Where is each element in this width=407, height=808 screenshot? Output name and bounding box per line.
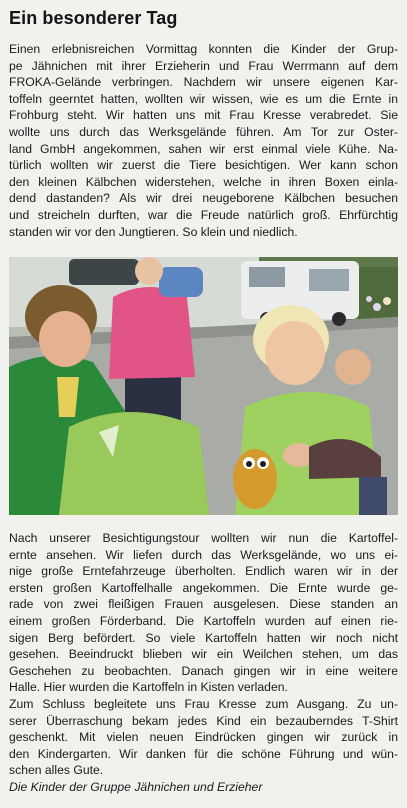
- article-title: Ein besonderer Tag: [9, 8, 178, 28]
- text-line: wollte uns durch das Werksgelände führen. Am Tor zur Oster-: [9, 124, 398, 139]
- text-line: einem großen Förderband. Die Kartoffeln wurden auf einen rie-: [9, 613, 398, 628]
- text-line: sigen Berg befördert. So viele Kartoffeln hatten wir noch nicht: [9, 630, 398, 645]
- text-line: türlich wollten wir zuerst die Tiere besichtigen. Wer kann schon: [9, 158, 398, 173]
- article-paragraph-intro: [9, 41, 398, 240]
- text-line: und streicheln durften, war die Freude natürlich groß. Ehrfürchtig: [9, 207, 398, 222]
- text-line: FROKA-Gelände verbringen. Nachdem wir unsere eigenen Kar-: [9, 75, 398, 90]
- text-line: Geschehen zu beobachten. Danach gingen wir in eine weitere: [9, 663, 398, 678]
- text-line: ersten großen Kartoffelhalle angekommen. Die Ernte wurde ge-: [9, 580, 398, 595]
- text-line: pe Jähnichen mit ihrer Erzieherin und Frau Werrmann auf dem: [9, 58, 398, 73]
- article-signature: Die Kinder der Gruppe Jähnichen und Erzieher: [9, 780, 263, 794]
- text-line: Halle. Hier wurden die Kartoffeln in Kisten verladen.: [9, 680, 288, 695]
- photo-children-with-tshirts-icon: [9, 257, 398, 515]
- text-line: Frohburg steht. Wir hatten uns mit Frau Kresse verabredet. Sie: [9, 108, 398, 123]
- text-line: toffeln geerntet hatten, wollten wir wissen, wie es um die Ernte in: [9, 91, 398, 106]
- text-line: geschenkt. Mit vielen neuen Eindrücken gingen wir zurück in: [9, 730, 398, 745]
- text-line: Einen erlebnisreichen Vormittag konnten die Kinder der Grup-: [9, 42, 398, 56]
- article-photo: [9, 257, 398, 515]
- text-line: dend dastanden? Als wir drei neugeborene Kälbchen besuchen: [9, 191, 398, 206]
- text-line: Nach unserer Besichtigungstour wollten wir nun die Kartoffel-: [9, 531, 398, 545]
- text-line: ernte ansehen. Wir liefen durch das Werksgelände, wo uns ei-: [9, 547, 398, 562]
- text-line: schen alles Gute.: [9, 763, 104, 778]
- text-line: Zum Schluss begleitete uns Frau Kresse zum Ausgang. Zu un-: [9, 696, 398, 711]
- text-line: rade von zwei fleißigen Frauen ausgelesen. Diese standen an: [9, 597, 398, 612]
- text-line: den kleinen Kälbchen widerstehen, welche in ihren Boxen einla-: [9, 174, 398, 189]
- text-line: standen wir vor den Jungtieren. So klein und niedlich.: [9, 224, 298, 239]
- text-line: nige große Erntefahrzeuge überholten. Endlich waren wir in der: [9, 564, 398, 579]
- text-line: land GmbH angekommen, sahen wir erst einmal viele Kühe. Na-: [9, 141, 398, 156]
- text-line: serer Überraschung bekam jedes Kind ein bezauberndes T-Shirt: [9, 713, 398, 728]
- text-line: gesehen. Beeindruckt blieben wir ein Weilchen stehen, um das: [9, 647, 398, 662]
- article-paragraph-main: [9, 530, 398, 779]
- text-line: den Kindergarten. Wir danken für die schöne Führung und wün-: [9, 746, 398, 761]
